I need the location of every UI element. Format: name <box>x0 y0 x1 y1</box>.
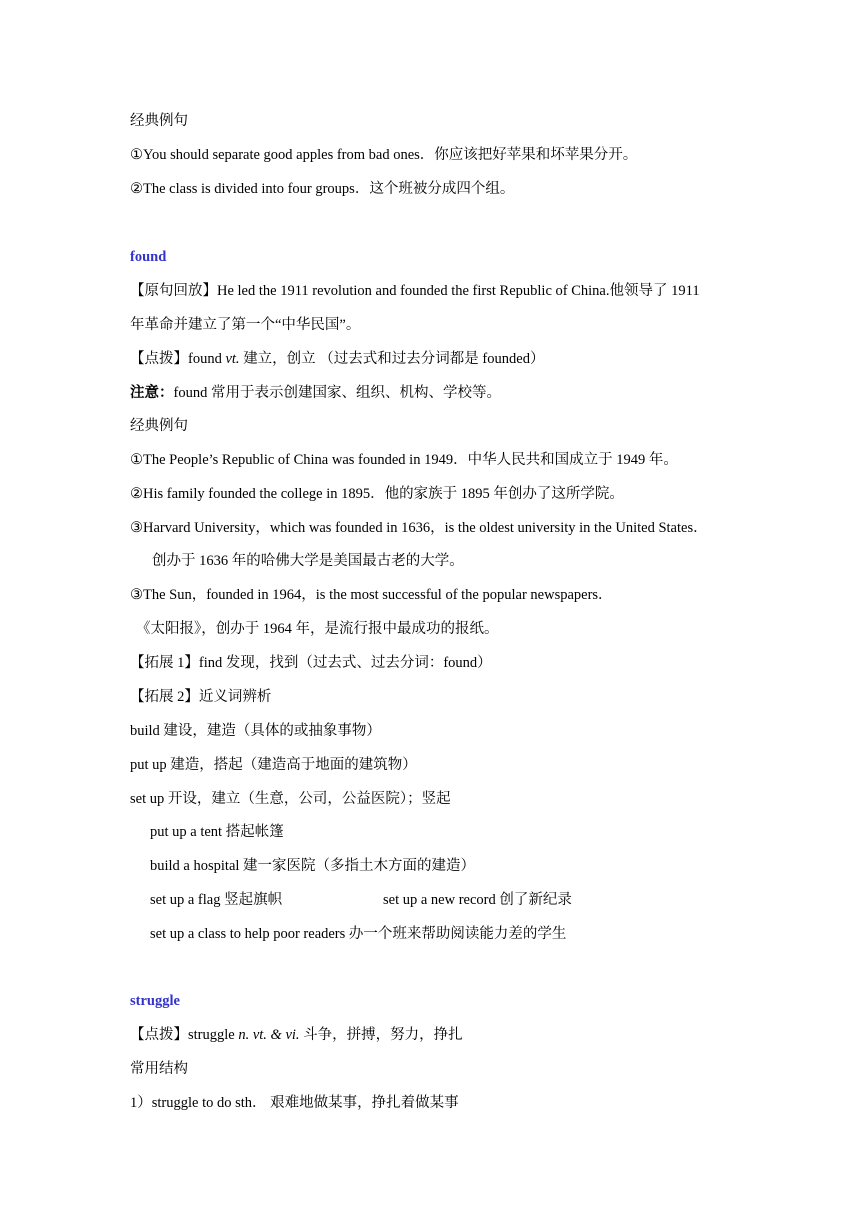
note-label: 注意： <box>130 385 174 401</box>
tip-meaning: 斗争，拼搏，努力，挣扎 <box>299 1027 463 1043</box>
synonym-set-up: set up 开设，建立（生意，公司，公益医院）；竖起 <box>130 791 451 807</box>
original-sentence-cont: 年革命并建立了第一个“中华民国”。 <box>130 317 361 333</box>
structure-item: 1）struggle to do sth． 艰难地做某事，挣扎着做某事 <box>130 1095 459 1111</box>
tip-prefix: 【点拨】found <box>130 351 226 367</box>
example-translation: 《太阳报》，创办于 1964 年，是流行报中最成功的报纸。 <box>136 621 499 637</box>
note-line <box>130 383 501 403</box>
phrase-example: set up a class to help poor readers 办一个班来帮助阅读能力差的学生 <box>150 926 567 942</box>
phrase-example: set up a new record 创了新纪录 <box>383 892 572 908</box>
original-sentence: 【原句回放】He led the 1911 revolution and founded the first Republic of China.他领导了 1911 <box>130 283 700 299</box>
synonym-build: build 建设，建造（具体的或抽象事物） <box>130 723 381 739</box>
phrase-example: put up a tent 搭起帐篷 <box>150 824 284 840</box>
example-sentence: ①You should separate good apples from bad ones．你应该把好苹果和坏苹果分开。 <box>130 147 638 163</box>
tip-line <box>130 1025 463 1045</box>
extension-1: 【拓展 1】find 发现，找到（过去式、过去分词：found） <box>130 655 492 671</box>
examples-label: 经典例句 <box>130 113 188 129</box>
synonym-put-up: put up 建造，搭起（建造高于地面的建筑物） <box>130 757 417 773</box>
part-of-speech: n. vt. & vi. <box>238 1027 300 1043</box>
note-text: found 常用于表示创建国家、组织、机构、学校等。 <box>173 385 501 401</box>
tip-meaning: 建立，创立 （过去式和过去分词都是 founded） <box>239 351 545 367</box>
word-heading-found: found <box>130 249 167 265</box>
example-sentence: ②His family founded the college in 1895．他的家族于 1895 年创办了这所学院。 <box>130 486 624 502</box>
examples-label: 经典例句 <box>130 418 188 434</box>
tip-prefix: 【点拨】struggle <box>130 1027 239 1043</box>
example-sentence: ③Harvard University，which was founded in 1636，is the oldest university in the United States． <box>130 520 708 536</box>
example-sentence: ①The People’s Republic of China was founded in 1949．中华人民共和国成立于 1949 年。 <box>130 452 678 468</box>
phrase-example: set up a flag 竖起旗帜 <box>150 892 283 908</box>
tip-line <box>130 349 544 369</box>
structures-label: 常用结构 <box>130 1061 188 1077</box>
phrase-example: build a hospital 建一家医院（多指土木方面的建造） <box>150 858 476 874</box>
word-heading-struggle: struggle <box>130 993 180 1009</box>
example-translation: 创办于 1636 年的哈佛大学是美国最古老的大学。 <box>152 553 464 569</box>
example-sentence: ②The class is divided into four groups．这个班被分成四个组。 <box>130 181 515 197</box>
extension-2: 【拓展 2】近义词辨析 <box>130 689 272 705</box>
example-sentence: ③The Sun，founded in 1964，is the most successful of the popular newspapers． <box>130 587 613 603</box>
part-of-speech: vt. <box>225 351 240 367</box>
